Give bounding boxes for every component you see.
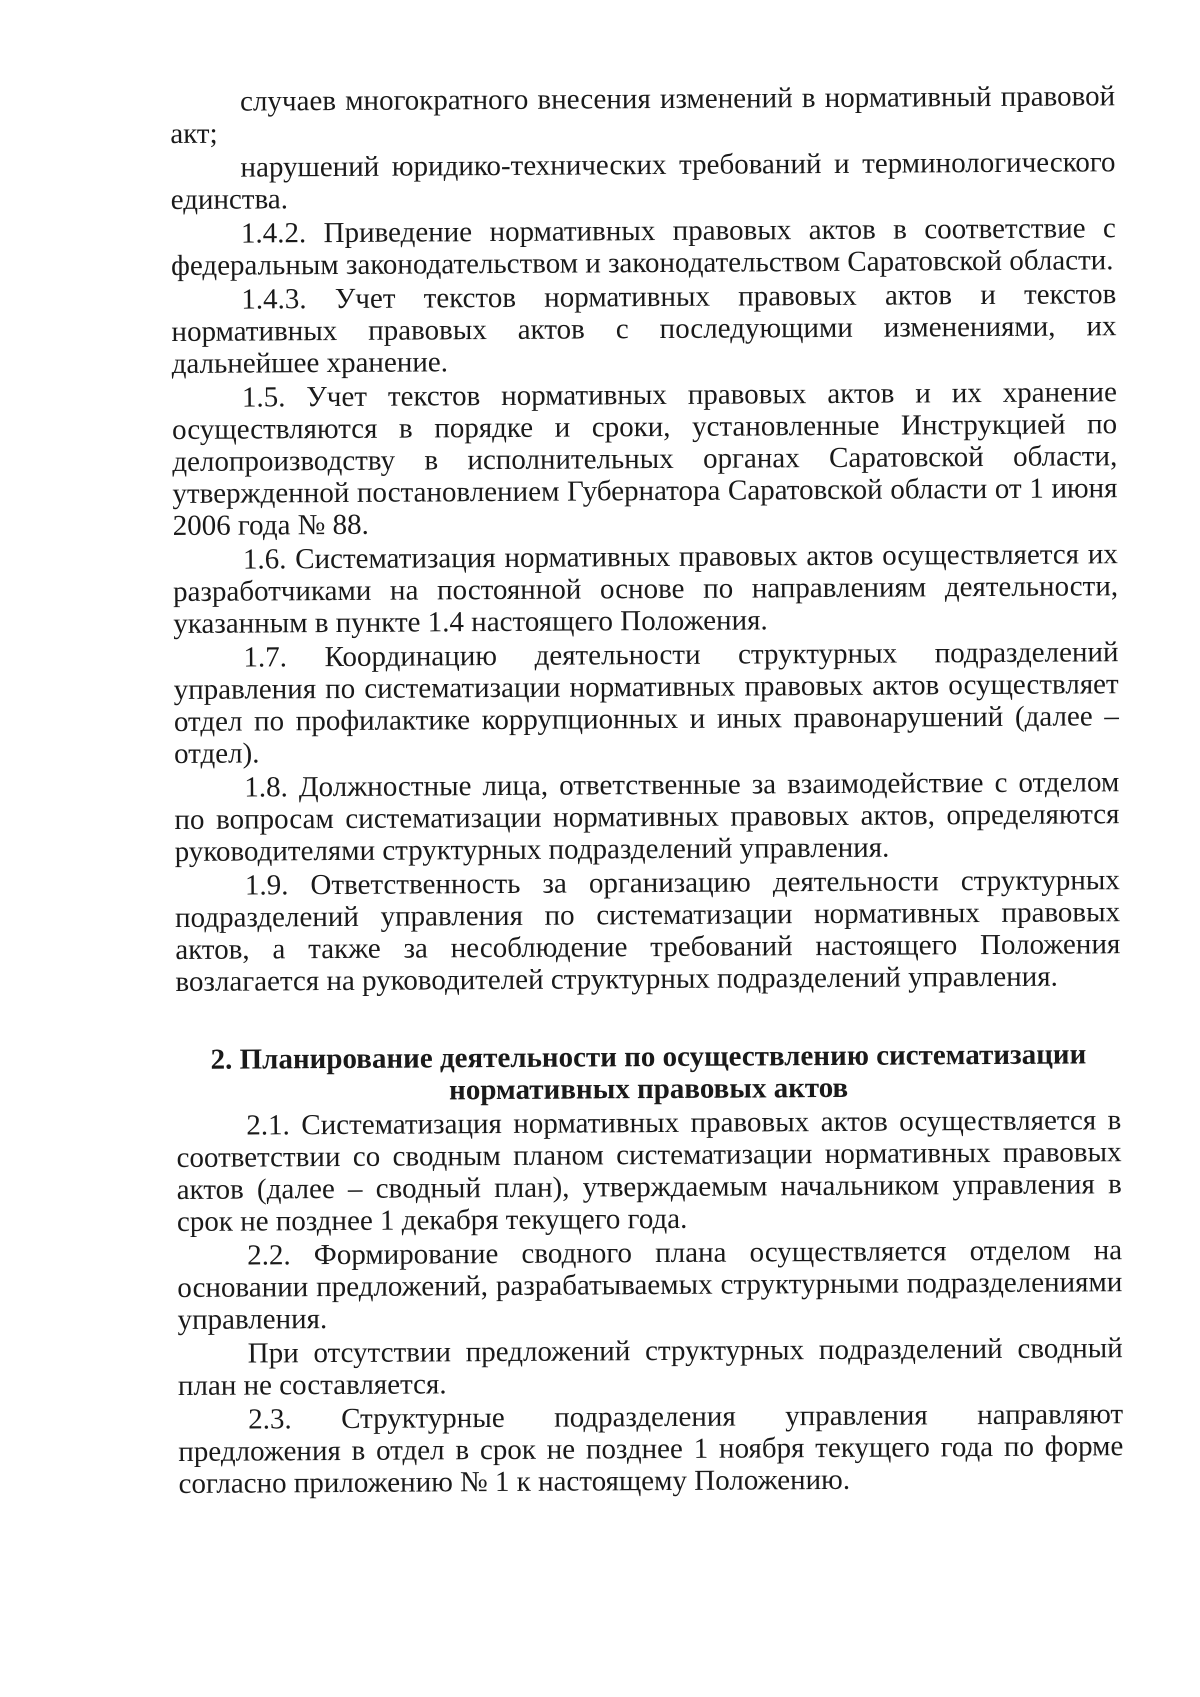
section-2-heading: 2. Планирование деятельности по осуществлению систематизации нормативных правовых актов xyxy=(210,1038,1087,1107)
paragraph-1-4-2: 1.4.2. Приведение нормативных правовых актов в соответствие с федеральным законодательством и законодательством Саратовской области. xyxy=(171,212,1116,282)
paragraph-2-2: 2.2. Формирование сводного плана осуществляется отделом на основании предложений, разрабатываемых структурными подразделениями управления. xyxy=(177,1234,1123,1336)
paragraph-1-7: 1.7. Координацию деятельности структурных подразделений управления по систематизации нормативных правовых актов осуществляет отдел по профилактике коррупционных и иных правонарушений (далее – отдел). xyxy=(173,636,1119,770)
paragraph-legal-technical-violations: нарушений юридико-технических требований и терминологического единства. xyxy=(170,146,1116,216)
paragraph-no-proposals: При отсутствии предложений структурных подразделений сводный план не составляется. xyxy=(177,1332,1123,1402)
paragraph-2-1: 2.1. Систематизация нормативных правовых актов осуществляется в соответствии со сводным планом систематизации нормативных правовых актов (далее – сводный план), утверждаемым начальником управления в срок не позднее 1 декабря текущего года. xyxy=(176,1104,1122,1238)
document-page xyxy=(170,80,1124,1500)
paragraph-1-8: 1.8. Должностные лица, ответственные за взаимодействие с отделом по вопросам систематизации нормативных правовых актов, определяются руководителями структурных подразделений управления. xyxy=(174,766,1120,868)
paragraph-1-5: 1.5. Учет текстов нормативных правовых актов и их хранение осуществляются в порядке и сроки, установленные Инструкцией по делопроизводству в исполнительных органах Саратовской области, утвержденной постановлением Губернатора Саратовской области от 1 июня 2006 года № 88. xyxy=(172,376,1118,542)
paragraph-1-6: 1.6. Систематизация нормативных правовых актов осуществляется их разработчиками на постоянной основе по направлениям деятельности, указанным в пункте 1.4 настоящего Положения. xyxy=(172,538,1119,640)
paragraph-2-3: 2.3. Структурные подразделения управления направляют предложения в отдел в срок не позднее 1 ноября текущего года по форме согласно приложению № 1 к настоящему Положению. xyxy=(178,1398,1124,1500)
paragraph-1-9: 1.9. Ответственность за организацию деятельности структурных подразделений управления по систематизации нормативных правовых актов, а также за несоблюдение требований настоящего Положения возлагается на руководителей структурных подразделений управления. xyxy=(174,864,1121,998)
paragraph-1-4-3: 1.4.3. Учет текстов нормативных правовых актов и текстов нормативных правовых актов с последующими изменениями, их дальнейшее хранение. xyxy=(171,278,1117,380)
paragraph-multiple-amendments: случаев многократного внесения изменений в нормативный правовой акт; xyxy=(170,80,1116,150)
